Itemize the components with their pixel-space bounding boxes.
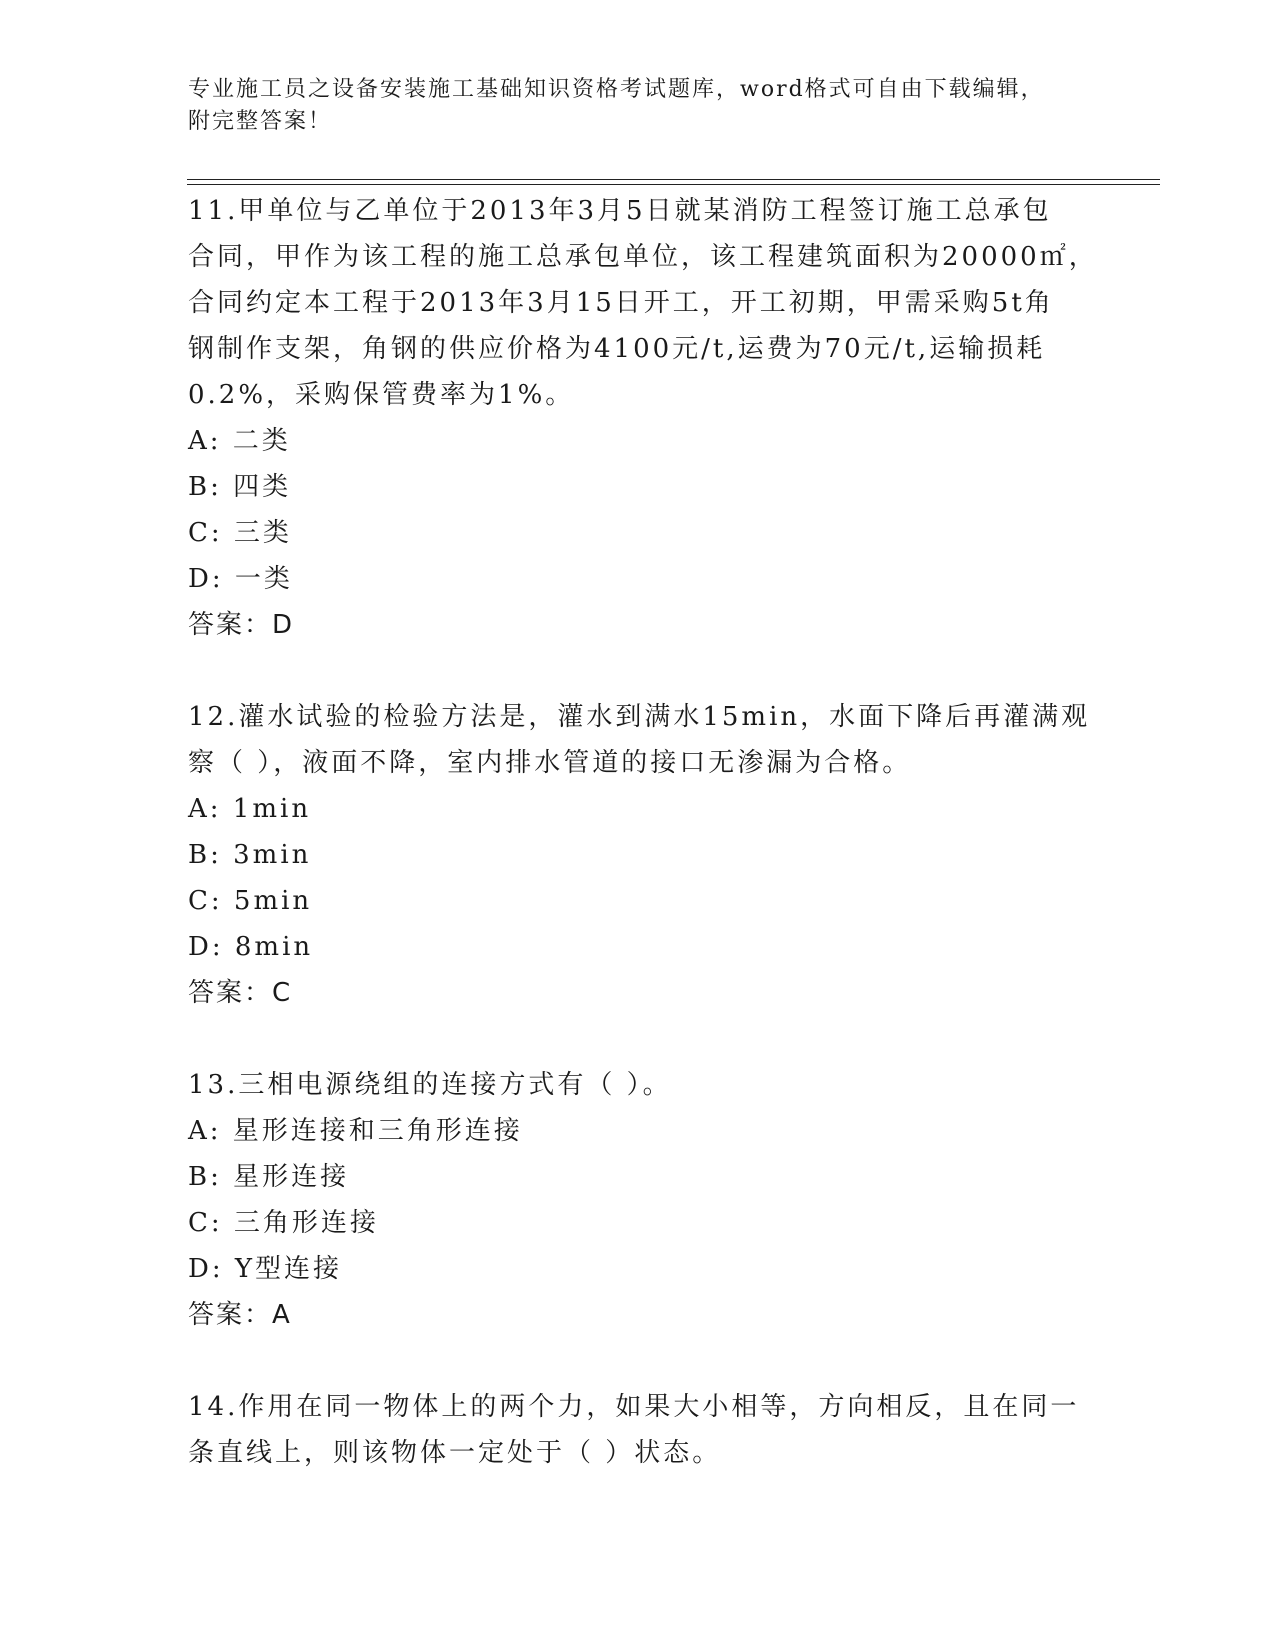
option-c: C: 三类 — [188, 518, 292, 548]
document-header — [188, 74, 1088, 138]
option-a: A: 星形连接和三角形连接 — [188, 1116, 523, 1146]
option-a: A: 二类 — [188, 426, 291, 456]
question-13 — [188, 1062, 1088, 1338]
answer: 答案：C — [188, 978, 293, 1008]
question-text-line: 14.作用在同一物体上的两个力，如果大小相等，方向相反，且在同一 — [188, 1392, 1080, 1422]
question-12 — [188, 694, 1091, 1016]
question-11 — [188, 188, 1098, 648]
question-text-line: 12.灌水试验的检验方法是，灌水到满水15min，水面下降后再灌满观 — [188, 702, 1091, 732]
question-text-line: 0.2%，采购保管费率为1%。 — [188, 380, 575, 410]
option-c: C: 5min — [188, 886, 313, 916]
question-text-line: 13.三相电源绕组的连接方式有（ ）。 — [188, 1070, 672, 1100]
option-b: B: 3min — [188, 840, 312, 870]
option-d: D: 一类 — [188, 564, 293, 594]
option-c: C: 三角形连接 — [188, 1208, 379, 1238]
option-d: D: 8min — [188, 932, 314, 962]
option-d: D: Y型连接 — [188, 1254, 343, 1284]
question-text-line: 11.甲单位与乙单位于2013年3月5日就某消防工程签订施工总承包 — [188, 196, 1052, 226]
answer: 答案：D — [188, 610, 295, 640]
option-b: B: 星形连接 — [188, 1162, 350, 1192]
option-b: B: 四类 — [188, 472, 292, 502]
answer: 答案：A — [188, 1300, 292, 1330]
question-text-line: 合同，甲作为该工程的施工总承包单位，该工程建筑面积为20000㎡， — [188, 242, 1098, 272]
question-text-line: 察（ ），液面不降，室内排水管道的接口无渗漏为合格。 — [188, 748, 912, 778]
header-line-2: 附完整答案！ — [188, 109, 333, 134]
question-text-line: 条直线上，则该物体一定处于（ ）状态。 — [188, 1438, 722, 1468]
header-divider-top — [187, 179, 1160, 180]
question-14 — [188, 1384, 1088, 1476]
option-a: A: 1min — [188, 794, 312, 824]
question-text-line: 钢制作支架，角钢的供应价格为4100元/t,运费为70元/t,运输损耗 — [188, 334, 1046, 364]
question-text-line: 合同约定本工程于2013年3月15日开工，开工初期，甲需采购5t角 — [188, 288, 1054, 318]
header-divider-bottom — [187, 184, 1160, 185]
question-list — [188, 188, 1098, 1522]
header-line-1: 专业施工员之设备安装施工基础知识资格考试题库，word格式可自由下载编辑， — [188, 77, 1045, 102]
